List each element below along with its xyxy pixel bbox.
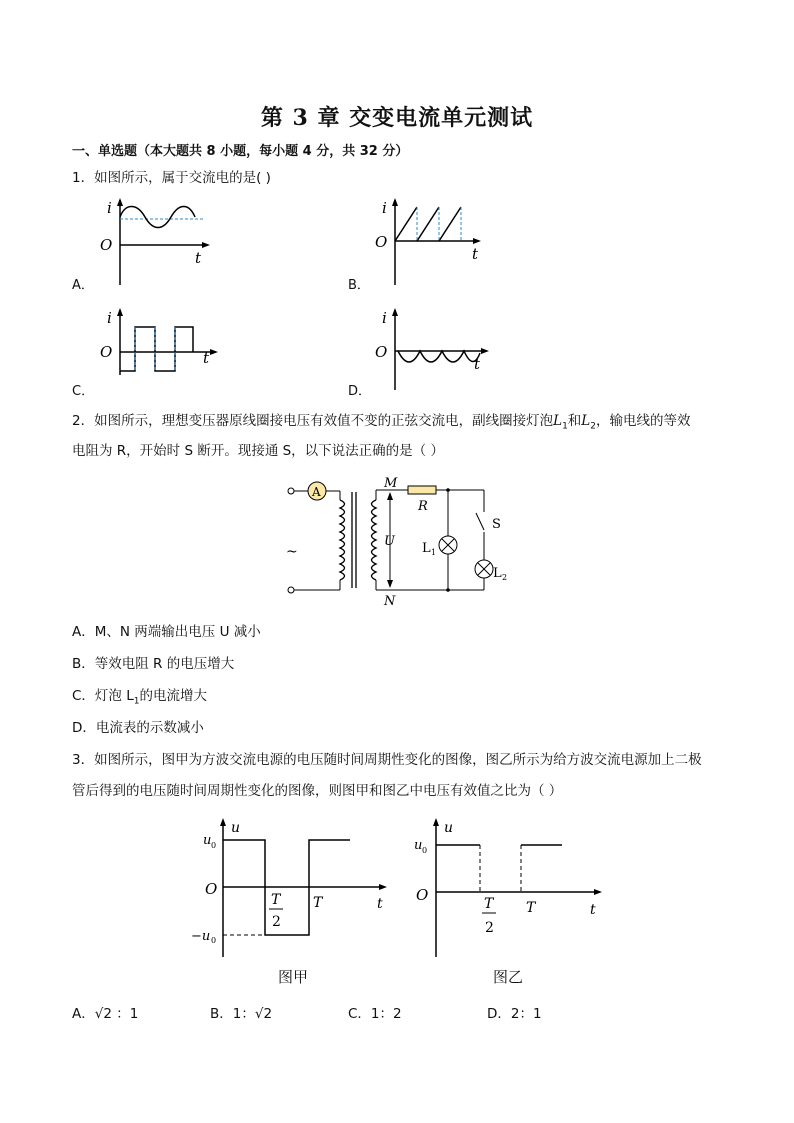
svg-text:t: t bbox=[590, 902, 596, 918]
q1-graph-a bbox=[95, 195, 215, 290]
svg-text:T: T bbox=[313, 895, 323, 911]
q1-graph-d bbox=[370, 305, 500, 400]
svg-text:i: i bbox=[382, 199, 387, 217]
q1-graph-c bbox=[95, 305, 225, 400]
q1-option-c[interactable]: C． bbox=[72, 384, 95, 399]
svg-text:L: L bbox=[493, 566, 502, 581]
svg-text:u: u bbox=[444, 820, 454, 836]
svg-text:R: R bbox=[418, 499, 428, 514]
svg-text:2: 2 bbox=[485, 920, 494, 936]
svg-text:U: U bbox=[384, 534, 395, 549]
svg-text:0: 0 bbox=[211, 841, 217, 850]
q3-figure-b bbox=[400, 812, 610, 962]
figure-a-caption: 图甲 bbox=[278, 968, 309, 986]
svg-text:−u: −u bbox=[191, 929, 211, 944]
svg-text:O: O bbox=[100, 343, 113, 361]
q2-option-d[interactable]: D．电流表的示数减小 bbox=[72, 720, 204, 736]
svg-text:2: 2 bbox=[272, 914, 281, 930]
q3-option-c[interactable]: C．1：2 bbox=[348, 1006, 402, 1022]
axis-i: i bbox=[107, 199, 112, 217]
figure-b-caption: 图乙 bbox=[493, 968, 524, 986]
svg-text:T: T bbox=[271, 892, 281, 908]
svg-text:u: u bbox=[414, 838, 423, 853]
svg-text:L: L bbox=[422, 541, 431, 556]
ammeter-label: A bbox=[312, 485, 321, 499]
question-3-stem-line2: 管后得到的电压随时间周期性变化的图像，则图甲和图乙中电压有效值之比为（ ） bbox=[72, 783, 563, 799]
question-3-stem-line1: 3．如图所示，图甲为方波交流电源的电压随时间周期性变化的图像，图乙所示为给方波交流电源加上二极 bbox=[72, 752, 702, 768]
page-title: 第 3 章 交变电流单元测试 bbox=[260, 105, 534, 131]
svg-text:t: t bbox=[472, 245, 479, 263]
svg-text:t: t bbox=[474, 355, 481, 373]
svg-text:T: T bbox=[484, 896, 494, 912]
svg-text:S: S bbox=[492, 517, 501, 532]
q1-option-a[interactable]: A． bbox=[72, 278, 94, 293]
svg-text:0: 0 bbox=[422, 846, 428, 855]
svg-text:O: O bbox=[375, 233, 388, 251]
q2-option-c[interactable]: C．灯泡 $L_1$的电流增大 bbox=[72, 688, 207, 707]
svg-text:M: M bbox=[384, 476, 398, 491]
q1-option-d[interactable]: D． bbox=[348, 384, 372, 399]
q3-option-a[interactable]: A．√2 ：1 bbox=[72, 1006, 139, 1022]
q2-option-b[interactable]: B．等效电阻 R 的电压增大 bbox=[72, 656, 235, 672]
q3-option-b[interactable]: B．1：√2 bbox=[210, 1006, 273, 1022]
svg-text:O: O bbox=[205, 880, 218, 898]
q1-option-b[interactable]: B． bbox=[348, 278, 370, 293]
svg-text:0: 0 bbox=[211, 936, 217, 945]
axis-t: t bbox=[195, 249, 202, 267]
q3-figure-a bbox=[185, 812, 395, 992]
origin-o: O bbox=[100, 236, 113, 254]
question-2-stem-line1: 2．如图所示，理想变压器原线圈接电压有效值不变的正弦交流电，副线圈接灯泡$L_1$和$L_2$，输电线的等效 bbox=[72, 413, 691, 432]
q1-graph-b bbox=[370, 195, 490, 290]
svg-text:u: u bbox=[203, 833, 212, 848]
svg-text:2: 2 bbox=[502, 573, 508, 582]
svg-text:N: N bbox=[384, 594, 396, 609]
svg-text:t: t bbox=[377, 896, 383, 912]
q3-option-d[interactable]: D．2：1 bbox=[487, 1006, 542, 1022]
svg-text:i: i bbox=[107, 309, 112, 327]
svg-text:t: t bbox=[203, 349, 210, 367]
svg-text:i: i bbox=[382, 309, 387, 327]
question-2-stem-line2: 电阻为 R，开始时 S 断开。现接通 S，以下说法正确的是（ ） bbox=[72, 443, 444, 459]
question-1-stem: 1．如图所示，属于交流电的是( ) bbox=[72, 170, 271, 186]
q2-option-a[interactable]: A．M、N 两端输出电压 U 减小 bbox=[72, 624, 261, 640]
q2-circuit bbox=[280, 470, 520, 610]
svg-text:u: u bbox=[231, 820, 241, 836]
svg-text:O: O bbox=[375, 343, 388, 361]
section-heading: 一、单选题（本大题共 8 小题，每小题 4 分，共 32 分） bbox=[72, 144, 409, 159]
svg-text:O: O bbox=[416, 886, 429, 904]
svg-text:T: T bbox=[526, 900, 536, 916]
svg-text:~: ~ bbox=[286, 544, 298, 560]
svg-text:1: 1 bbox=[431, 548, 437, 557]
